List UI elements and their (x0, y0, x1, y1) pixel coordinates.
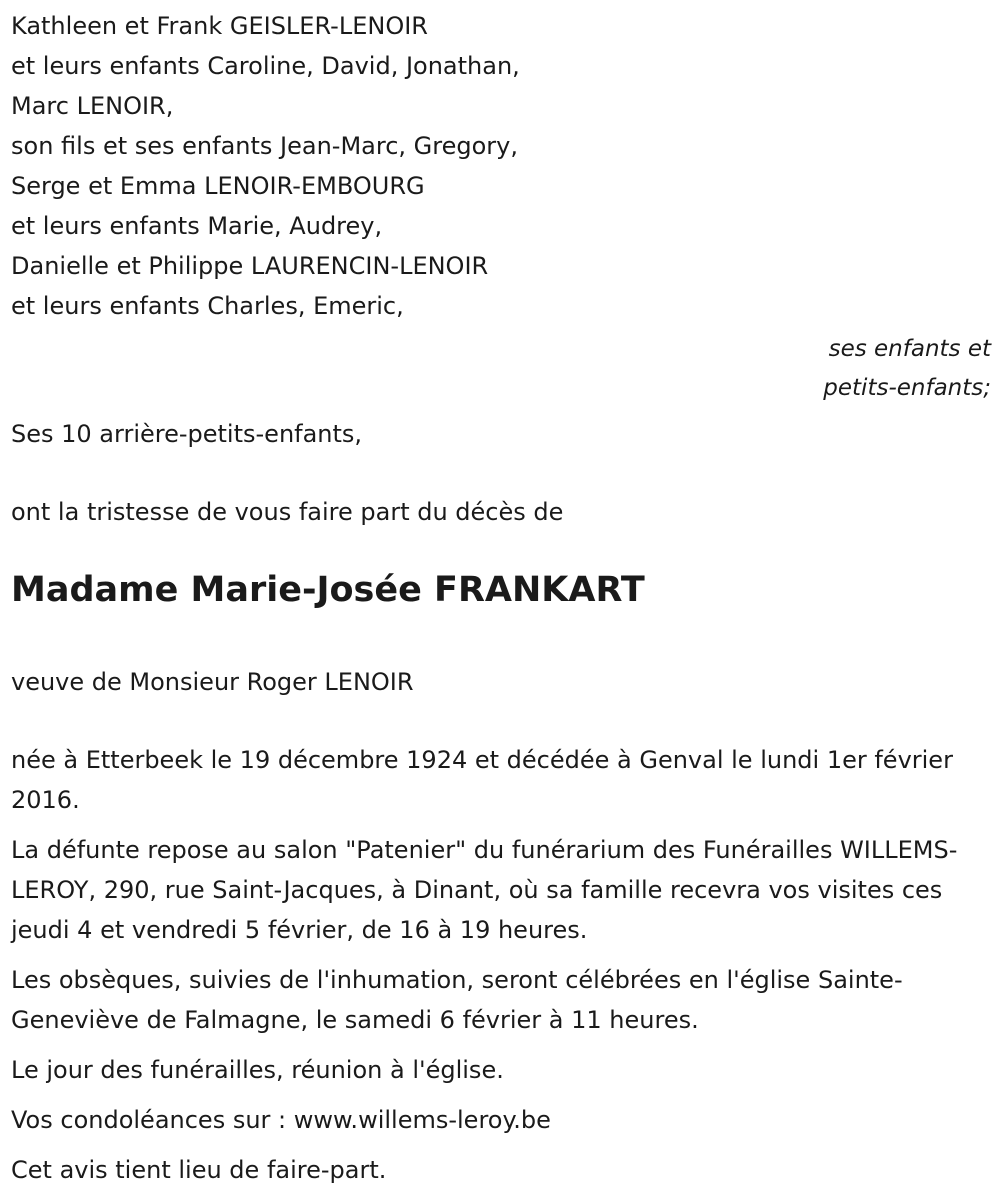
family-line: et leurs enfants Marie, Audrey, (11, 212, 383, 240)
family-list (11, 6, 991, 326)
relation-note (11, 330, 991, 408)
great-grandchildren: Ses 10 arrière-petits-enfants, (11, 420, 363, 448)
family-line: Marc LENOIR, (11, 92, 174, 120)
relation-line: petits-enfants; (823, 375, 991, 401)
family-line: et leurs enfants Charles, Emeric, (11, 292, 404, 320)
birth-death-info: née à Etterbeek le 19 décembre 1924 et décédée à Genval le lundi 1er février 2016. (11, 746, 953, 814)
family-line: et leurs enfants Caroline, David, Jonathan, (11, 52, 520, 80)
family-line: son fils et ses enfants Jean-Marc, Gregory, (11, 132, 518, 160)
family-line: Serge et Emma LENOIR-EMBOURG (11, 172, 425, 200)
condolences-paragraph: Vos condoléances sur : www.willems-leroy.be (11, 1106, 551, 1134)
family-line: Danielle et Philippe LAURENCIN-LENOIR (11, 252, 489, 280)
funeral-home-paragraph: La défunte repose au salon "Patenier" du funérarium des Funérailles WILLEMS-LEROY, 290, rue Saint-Jacques, à Dinant, où sa famille recevra vos visites ces jeudi 4 et vendredi 5 février, de 16 à 19 heures. (11, 836, 958, 944)
relation-line: ses enfants et (828, 336, 991, 362)
notice-closing: Cet avis tient lieu de faire-part. (11, 1156, 387, 1184)
announcement: ont la tristesse de vous faire part du décès de (11, 498, 564, 526)
death-notice (11, 6, 991, 1190)
meeting-paragraph: Le jour des funérailles, réunion à l'église. (11, 1056, 504, 1084)
family-line: Kathleen et Frank GEISLER-LENOIR (11, 12, 428, 40)
widow-of: veuve de Monsieur Roger LENOIR (11, 668, 414, 696)
deceased-name: Madame Marie-Josée FRANKART (11, 570, 645, 610)
funeral-service-paragraph: Les obsèques, suivies de l'inhumation, seront célébrées en l'église Sainte-Geneviève de Falmagne, le samedi 6 février à 11 heures. (11, 966, 903, 1034)
